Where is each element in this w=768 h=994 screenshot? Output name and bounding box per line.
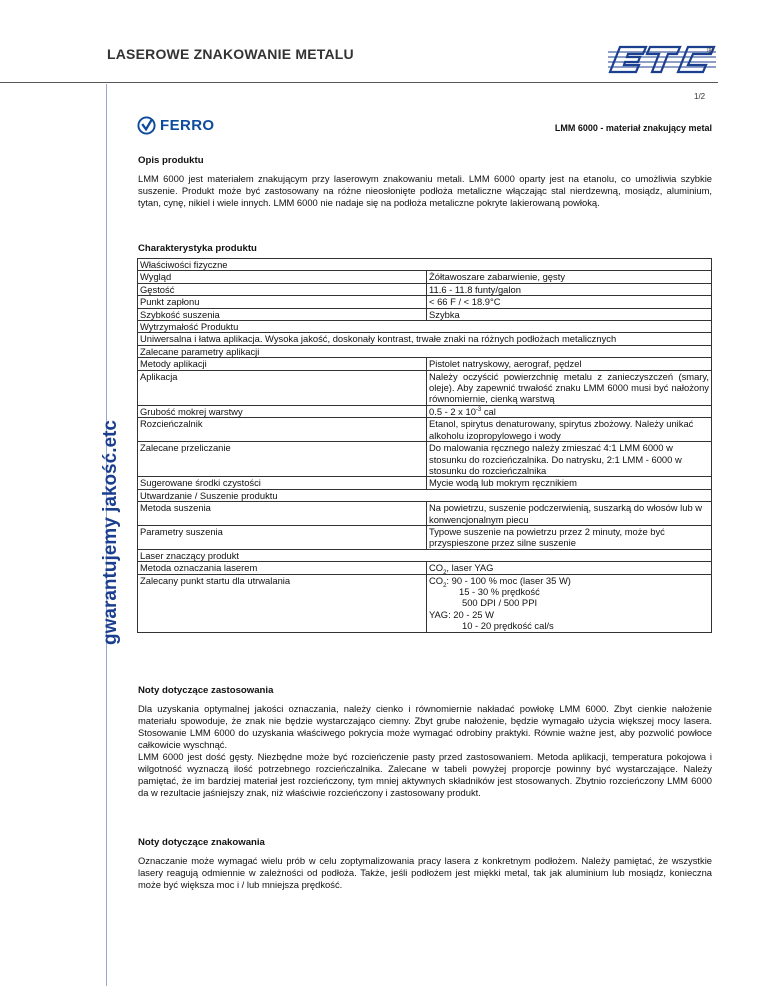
registered-mark: ®: [707, 46, 713, 55]
table-value: Szybka: [427, 308, 712, 320]
table-row: [138, 296, 712, 308]
start-line-3: 500 DPI / 500 PPI: [462, 597, 538, 609]
ferro-check-icon: [137, 116, 156, 135]
marking-notes-heading: Noty dotyczące znakowania: [138, 837, 265, 848]
table-label: Szybkość suszenia: [138, 308, 427, 320]
table-value: Etanol, spirytus denaturowany, spirytus zbożowy. Należy unikać alkoholu izopropylowego i wody: [427, 418, 712, 442]
table-row: [138, 345, 712, 357]
start-line-5: 10 - 20 prędkość cal/s: [462, 620, 554, 632]
table-label: Zalecany punkt startu dla utrwalania: [138, 574, 427, 632]
characteristics-heading-wrap: [138, 243, 712, 255]
ferro-logo: [137, 115, 215, 135]
marking-notes-section: [138, 837, 712, 891]
table-value: Należy oczyścić powierzchnię metalu z zanieczyszczeń (smary, oleje). Aby zapewnić trwałość znaku LMM 6000 musi być nałożony równomiernie, cienką warstwą: [427, 370, 712, 405]
table-value: Mycie wodą lub mokrym ręcznikiem: [427, 477, 712, 489]
table-row: [138, 549, 712, 561]
characteristics-heading: Charakterystyka produktu: [138, 243, 257, 254]
table-row: [138, 358, 712, 370]
laser-method-sub: 2: [443, 570, 447, 577]
application-notes-para-2: LMM 6000 jest dość gęsty. Niezbędne może być rozcieńczenie pasty przed zastosowaniem. Metoda aplikacji, temperatura pokojowa i wilgotność wyznaczą ilość potrzebnego rozcieńczalnika. Zalecane w tabeli powyżej proporcje powinny być wystarczające. Należy pamiętać, że im bardziej materiał jest rozcieńczony, tym mniej aktywnych składników jest stosowanych. Zbytnio rozcieńczony LMM 6000 da w rezultacie jaśniejszy znak, niż właściwie rozcieńczony i zastosowany produkt.: [138, 751, 712, 798]
table-row: [138, 271, 712, 283]
table-row: [138, 562, 712, 574]
table-label: Aplikacja: [138, 370, 427, 405]
table-row: [138, 405, 712, 417]
side-slogan: gwarantujemy jakość.etc: [100, 420, 121, 645]
laser-method-co: CO: [429, 562, 444, 574]
table-label: Sugerowane środki czystości: [138, 477, 427, 489]
start-power: : 90 - 100 % moc (laser 35 W): [446, 574, 571, 586]
start-sub: 2: [443, 582, 447, 589]
table-row: [138, 502, 712, 526]
table-row: [138, 308, 712, 320]
table-row: [138, 333, 712, 345]
table-full-text: Uniwersalna i łatwa aplikacja. Wysoka jakość, doskonały kontrast, trwałe znaki na różnych podłożach metalicznych: [138, 333, 712, 345]
table-label: Zalecane przeliczanie: [138, 442, 427, 477]
characteristics-table: [137, 258, 712, 633]
table-row: [138, 525, 712, 549]
laser-method-rest: , laser YAG: [446, 562, 494, 574]
table-label: Gęstość: [138, 283, 427, 295]
page-title: LASEROWE ZNAKOWANIE METALU: [107, 46, 354, 62]
table-value: 11.6 - 11.8 funty/galon: [427, 283, 712, 295]
ferro-wordmark: FERRO: [160, 116, 215, 134]
table-label: Punkt zapłonu: [138, 296, 427, 308]
table-row: [138, 418, 712, 442]
table-label: Parametry suszenia: [138, 525, 427, 549]
marking-notes-para: Oznaczanie może wymagać wielu prób w celu zoptymalizowania pracy lasera z konkretnym podłożem. Należy pamiętać, że wszystkie lasery reagują odmiennie w zależności od podłoża. Także, jeśli podłożem jest miękki metal, tak jak aluminium lub mosiądz, konieczna może być większa moc i / lub mniejsza prędkość.: [138, 855, 712, 890]
table-value: Pistolet natryskowy, aerograf, pędzel: [427, 358, 712, 370]
etc-logo: [608, 44, 716, 76]
table-row: [138, 321, 712, 333]
table-value: [427, 574, 712, 632]
application-notes-para-1: Dla uzyskania optymalnej jakości oznaczania, należy cienko i równomiernie nakładać powłokę LMM 6000. Zbyt cienkie nałożenie materiału spowoduje, że znak nie będzie wystarczająco ciemny. Zbyt grube nałożenie, będzie wymagało użycia większej mocy lasera. Stosowanie LMM 6000 do uzyskania właściwego pokrycia może wymagać odrobiny praktyki. Równie ważne jest, aby pozwolić powłoce całkowicie wyschnąć.: [138, 703, 712, 750]
start-line-2: 15 - 30 % prędkość: [459, 585, 540, 597]
start-line-1: [429, 574, 709, 589]
table-label: Grubość mokrej warstwy: [138, 405, 427, 417]
table-value: Typowe suszenie na powietrzu przez 2 minuty, może być przyspieszone przez silne suszenie: [427, 525, 712, 549]
application-notes-heading: Noty dotyczące zastosowania: [138, 685, 274, 696]
table-section-heading: Zalecane parametry aplikacji: [138, 345, 712, 357]
table-value: Do malowania ręcznego należy zmieszać 4:1 LMM 6000 w stosunku do rozcieńczalnika. Do natrysku, 2:1 LMM - 6000 w stosunku do rozcieńczalnika: [427, 442, 712, 477]
page-number: 1/2: [694, 92, 706, 101]
table-value: Żółtawoszare zabarwienie, gęsty: [427, 271, 712, 283]
wet-unit: cal: [481, 405, 496, 417]
table-row: [138, 489, 712, 501]
table-row: [138, 370, 712, 405]
table-section-heading: Właściwości fizyczne: [138, 259, 712, 271]
table-row: [138, 442, 712, 477]
wet-value: 0.5 - 2 x 10: [429, 405, 476, 417]
table-value: Na powietrzu, suszenie podczerwienią, suszarką do włosów lub w konwencjonalnym piecu: [427, 502, 712, 526]
header-divider: [0, 82, 718, 83]
description-section: [138, 155, 712, 209]
table-section-heading: Laser znaczący produkt: [138, 549, 712, 561]
table-value: [427, 405, 712, 417]
table-section-heading: Utwardzanie / Suszenie produktu: [138, 489, 712, 501]
table-label: Metoda oznaczania laserem: [138, 562, 427, 574]
table-value: < 66 F / < 18.9°C: [427, 296, 712, 308]
start-line-4: YAG: 20 - 25 W: [429, 608, 494, 620]
table-label: Metoda suszenia: [138, 502, 427, 526]
table-row: [138, 574, 712, 632]
table-row: [138, 283, 712, 295]
table-row: [138, 477, 712, 489]
description-text: LMM 6000 jest materiałem znakującym przy laserowym znakowaniu metali. LMM 6000 oparty jest na etanolu, co umożliwia szybkie suszenie. Produkt może być zastosowany na różne nieosłonięte podłoża metaliczne włączając stal nierdzewną, mosiądz, aluminium, tytan, cynę, nikiel i wiele innych. LMM 6000 nie nadaje się na podłoża metaliczne pokryte lakierowaną powłoką.: [138, 173, 712, 208]
description-heading: Opis produktu: [138, 155, 204, 166]
start-co: CO: [429, 574, 444, 586]
table-section-heading: Wytrzymałość Produktu: [138, 321, 712, 333]
wet-exponent: -3: [475, 406, 482, 413]
table-row: [138, 259, 712, 271]
table-label: Wygląd: [138, 271, 427, 283]
table-label: Metody aplikacji: [138, 358, 427, 370]
product-title: LMM 6000 - materiał znakujący metal: [554, 123, 712, 133]
table-value: [427, 562, 712, 577]
table-label: Rozcieńczalnik: [138, 418, 427, 442]
application-notes-section: [138, 685, 712, 799]
